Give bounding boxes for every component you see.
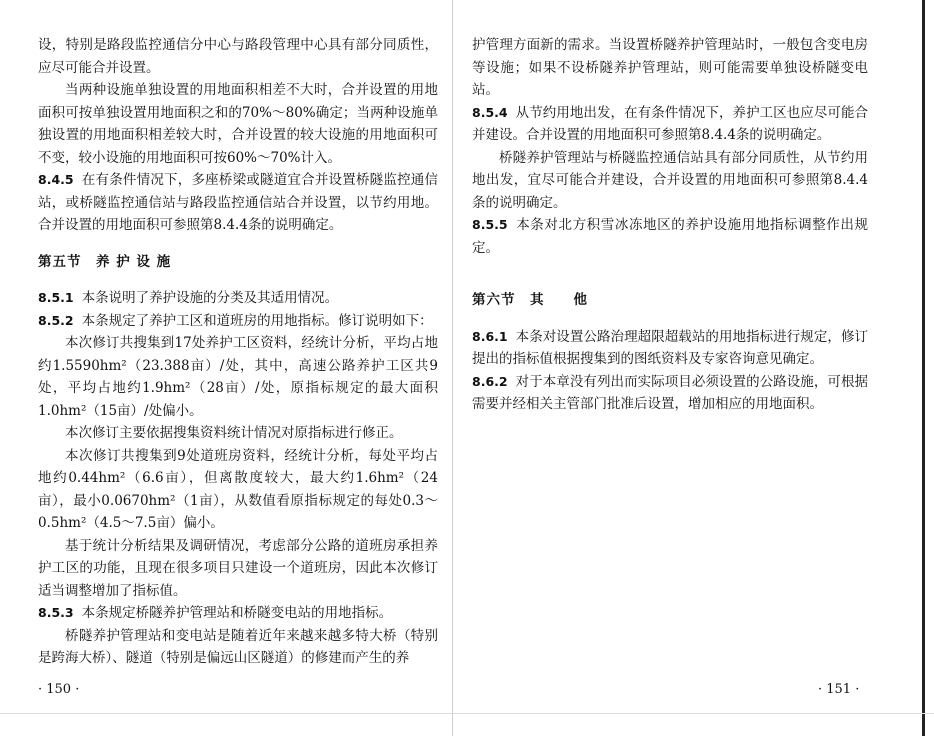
clause-number: 8.4.5 xyxy=(38,172,74,187)
clause-number: 8.5.2 xyxy=(38,312,74,328)
paragraph: 桥隧养护管理站和变电站是随着近年来越来越多特大桥（特别是跨海大桥）、隧道（特别是偏远山区隧道）的修建而产生的养 xyxy=(38,627,438,666)
right-page xyxy=(472,34,868,416)
paragraph: 本次修订共搜集到17处养护工区资料，经统计分析，平均占地约1.5590hm²（23.388亩）/处，其中，高速公路养护工区共9处，平均占地约1.9hm²（28亩）/处，原指标规定的最大面积1.0hm²（15亩）/处偏小。 xyxy=(38,335,438,419)
clause-text: 本条规定桥隧养护管理站和桥隧变电站的用地指标。 xyxy=(81,605,393,621)
clause-number: 8.6.1 xyxy=(472,328,508,344)
clause-text: 本条对北方积雪冰冻地区的养护设施用地指标调整作出规定。 xyxy=(472,217,868,256)
scan-edge xyxy=(922,0,925,736)
clause-8-6-1 xyxy=(472,326,868,371)
paragraph: 本次修订共搜集到9处道班房资料，经统计分析，每处平均占地约0.44hm²（6.6亩），但离散度较大，最大约1.6hm²（24亩），最小0.0670hm²（1亩），从数值看原指标规定的每处0.3～0.5hm²（4.5～7.5亩）偏小。 xyxy=(38,447,438,531)
left-page xyxy=(38,34,438,670)
page-gutter xyxy=(452,0,453,736)
section-title: 第六节 其 他 xyxy=(472,292,588,308)
clause-text: 本条规定了养护工区和道班房的用地指标。修订说明如下： xyxy=(81,312,433,329)
clause-8-6-2 xyxy=(472,371,868,416)
clause-8-4-5 xyxy=(38,169,438,237)
clause-8-5-4 xyxy=(472,102,868,147)
clause-text: 本条对设置公路治理超限超载站的用地指标进行规定，修订提出的指标值根据搜集到的图纸资料及专家咨询意见确定。 xyxy=(472,328,868,367)
clause-number: 8.5.5 xyxy=(472,217,508,232)
paragraph: 护管理方面新的需求。当设置桥隧养护管理站时，一般包含变电房等设施；如果不设桥隧养护管理站，则可能需要单独设桥隧变电站。 xyxy=(472,37,868,98)
paragraph: 当两种设施单独设置的用地面积相差不大时，合并设置的用地面积可按单独设置用地面积之和的70%～80%确定；当两种设施单独设置的用地面积相差较大时，合并设置的较大设施的用地面积可不变，较小设施的用地面积可按60%～70%计入。 xyxy=(38,82,438,166)
paragraph: 桥隧养护管理站与桥隧监控通信站具有部分同质性，从节约用地出发，宜尽可能合并建设，合并设置的用地面积可参照第8.4.4条的说明确定。 xyxy=(472,149,868,211)
clause-text: 对于本章没有列出而实际项目必须设置的公路设施，可根据需要并经相关主管部门批准后设置，增加相应的用地面积。 xyxy=(472,373,868,412)
clause-8-5-5 xyxy=(472,214,868,259)
paragraph: 设，特别是路段监控通信分中心与路段管理中心具有部分同质性，应尽可能合并设置。 xyxy=(38,37,438,76)
clause-number: 8.5.1 xyxy=(38,290,74,305)
clause-text: 从节约用地出发，在有条件情况下，养护工区也应尽可能合并建设。合并设置的用地面积可参照第8.4.4条的说明确定。 xyxy=(472,104,868,143)
paragraph: 基于统计分析结果及调研情况，考虑部分公路的道班房承担养护工区的功能，且现在很多项目只建设一个道班房，因此本次修订适当调整增加了指标值。 xyxy=(38,537,438,599)
clause-number: 8.5.4 xyxy=(472,104,508,120)
clause-number: 8.5.3 xyxy=(38,605,74,620)
clause-text: 在有条件情况下，多座桥梁或隧道宜合并设置桥隧监控通信站，或桥隧监控通信站与路段监控通信站合并设置，以节约用地。合并设置的用地面积可参照第8.4.4条的说明确定。 xyxy=(38,172,438,233)
page-number-left: · 150 · xyxy=(38,682,80,697)
clause-8-5-3 xyxy=(38,602,438,625)
clause-8-5-2 xyxy=(38,310,438,333)
section-title: 第五节 养 护 设 施 xyxy=(38,253,172,270)
clause-8-5-1 xyxy=(38,287,438,310)
paragraph: 本次修订主要依据搜集资料统计情况对原指标进行修正。 xyxy=(65,425,403,441)
page-number-right: · 151 · xyxy=(818,682,860,697)
scan-artifact-line xyxy=(0,713,934,714)
clause-text: 本条说明了养护设施的分类及其适用情况。 xyxy=(81,290,339,306)
clause-number: 8.6.2 xyxy=(472,373,508,389)
